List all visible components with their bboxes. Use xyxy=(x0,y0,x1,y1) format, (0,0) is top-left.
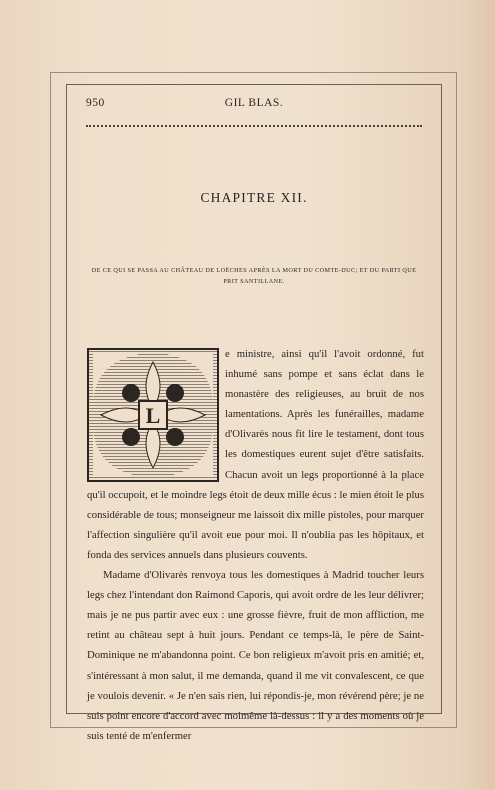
running-title: GIL BLAS. xyxy=(224,97,284,109)
dropcap-letter: L xyxy=(145,403,161,428)
chapter-summary: DE CE QUI SE PASSA AU CHÂTEAU DE LOËCHES APRÈS LA MORT DU COMTE-DUC; ET DU PARTI QUE PRIT SANTILLANE. xyxy=(91,267,417,285)
paragraph-1 xyxy=(87,344,424,565)
ornament-tile-icon xyxy=(87,348,219,482)
running-head xyxy=(86,97,422,113)
page-number: 950 xyxy=(86,97,105,109)
paragraph-2: Madame d'Olivarès renvoya tous les domestiques à Madrid toucher leurs legs chez l'intendant don Raimond Caporis, qui avoit ordre de les leur délivrer; mais je ne pus partir avec eux : une grosse fièvre, fruit de mon affliction, me retint au château sept à huit jours. Pendant ce temps-là, le père de Saint-Dominique ne m'abandonna point. Ce bon religieux m'avoit pris en amitié; et, s'intéressant à mon salut, il me demanda, quand il me vit convalescent, ce que je voulois devenir. « Je n'en sais rien, lui répondis-je, mon révérend père; je ne suis point encore d'accord avec moimême là-dessus : il y a des moments où je suis tenté de m'enfermer xyxy=(87,569,425,742)
ornamental-dropcap xyxy=(87,348,219,482)
dotted-rule xyxy=(86,125,422,127)
chapter-heading: CHAPITRE XII. xyxy=(200,190,308,205)
paragraph-1-text: e ministre, ainsi qu'il l'avoit ordonné, fut inhumé sans pompe et sans éclat dans le monastère des religieuses, au bruit de nos lamentations. Après les funérailles, madame d'Olivarès nous fit lire le testament, dont tous les domestiques eurent sujet d'être satisfaits. Chacun avoit un legs proportionné à la place qu'il occupoit, et le moindre legs étoit de deux mille écus : le mien étoit le plus considérable de tous; monseigneur me laissoit dix mille pistoles, pour marquer l'affection singulière qu'il avoit eue pour moi. Il n'oublia pas les hôpitaux, et fonda des services annuels dans plusieurs couvents. xyxy=(87,348,424,561)
chapter-body xyxy=(87,344,424,746)
